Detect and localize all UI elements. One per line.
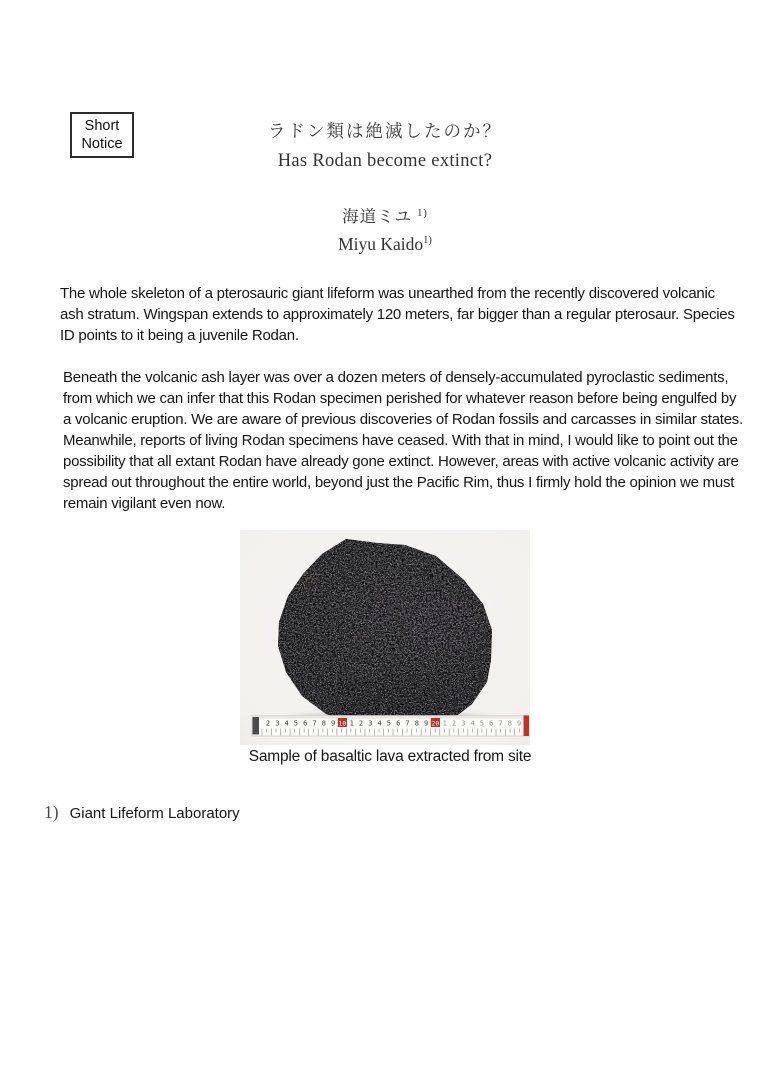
author-japanese — [12, 203, 758, 227]
footnote-text: Giant Lifeform Laboratory — [69, 805, 240, 822]
svg-text:4: 4 — [470, 719, 475, 728]
author-japanese-name: 海道ミユ — [342, 207, 413, 226]
measuring-tape — [252, 716, 529, 737]
paragraph-2: Beneath the volcanic ash layer was over a dozen meters of densely-accumulated pyroclastic sediments, from which we can infer that this Rodan specimen perished for whatever reason before being engulfed by a volcanic eruption. We are aware of previous discoveries of Rodan fossils and carcasses in similar states. Meanwhile, reports of living Rodan specimens have ceased. With that in mind, I would like to point out the possibility that all extant Rodan have already gone extinct. However, areas with active volcanic activity are spread out throughout the entire world, beyond just the Pacific Rim, thus I firmly hold the opinion we must remain vigilant even now. — [63, 369, 743, 512]
title-english: Has Rodan become extinct? — [277, 151, 493, 171]
svg-text:6: 6 — [303, 719, 308, 728]
svg-text:8: 8 — [507, 719, 512, 728]
svg-text:6: 6 — [396, 719, 401, 728]
author-ref-superscript-en: 1) — [423, 235, 432, 247]
svg-text:3: 3 — [275, 719, 280, 728]
svg-text:9: 9 — [330, 719, 336, 728]
svg-text:5: 5 — [386, 719, 392, 728]
paragraph-1: The whole skeleton of a pterosauric giant lifeform was unearthed from the recently discovered volcanic ash stratum. Wingspan extends to approximately 120 meters, far bigger than a regular pterosaur. Species ID points to it being a juvenile Rodan. — [60, 285, 735, 344]
svg-text:8: 8 — [414, 719, 419, 728]
svg-text:5: 5 — [479, 719, 485, 728]
svg-text:4: 4 — [377, 719, 382, 728]
svg-text:2: 2 — [358, 719, 364, 728]
svg-text:20: 20 — [431, 719, 440, 728]
svg-text:9: 9 — [423, 719, 429, 728]
svg-text:10: 10 — [338, 719, 347, 728]
lava-rock-photo-svg — [240, 530, 530, 745]
figure-lava-rock-photo — [240, 530, 530, 745]
svg-text:3: 3 — [461, 719, 466, 728]
tape-end-clip — [253, 717, 260, 735]
svg-text:1: 1 — [349, 719, 354, 728]
svg-text:5: 5 — [293, 719, 299, 728]
footnote — [44, 802, 240, 823]
author-block — [12, 203, 758, 255]
svg-text:2: 2 — [451, 719, 457, 728]
figure-caption: Sample of basaltic lava extracted from site — [248, 748, 532, 765]
svg-text:8: 8 — [321, 719, 326, 728]
footnote-ref: 1) — [44, 802, 59, 822]
svg-text:7: 7 — [405, 719, 410, 728]
svg-text:9: 9 — [516, 719, 522, 728]
author-english-name: Miyu Kaido — [338, 234, 424, 254]
svg-text:4: 4 — [284, 719, 289, 728]
title-block — [12, 118, 758, 172]
svg-text:2: 2 — [265, 719, 271, 728]
svg-text:7: 7 — [312, 719, 317, 728]
svg-text:6: 6 — [489, 719, 494, 728]
short-notice-line1: Short — [84, 118, 120, 134]
svg-text:1: 1 — [442, 719, 447, 728]
svg-text:7: 7 — [498, 719, 503, 728]
title-japanese: ラドン類は絶滅したのか？ — [268, 121, 502, 141]
tape-red-end — [524, 716, 530, 737]
svg-text:3: 3 — [368, 719, 373, 728]
short-notice-line2: Notice — [81, 136, 123, 152]
author-ref-superscript-ja: 1) — [417, 207, 428, 219]
author-english — [12, 234, 758, 255]
